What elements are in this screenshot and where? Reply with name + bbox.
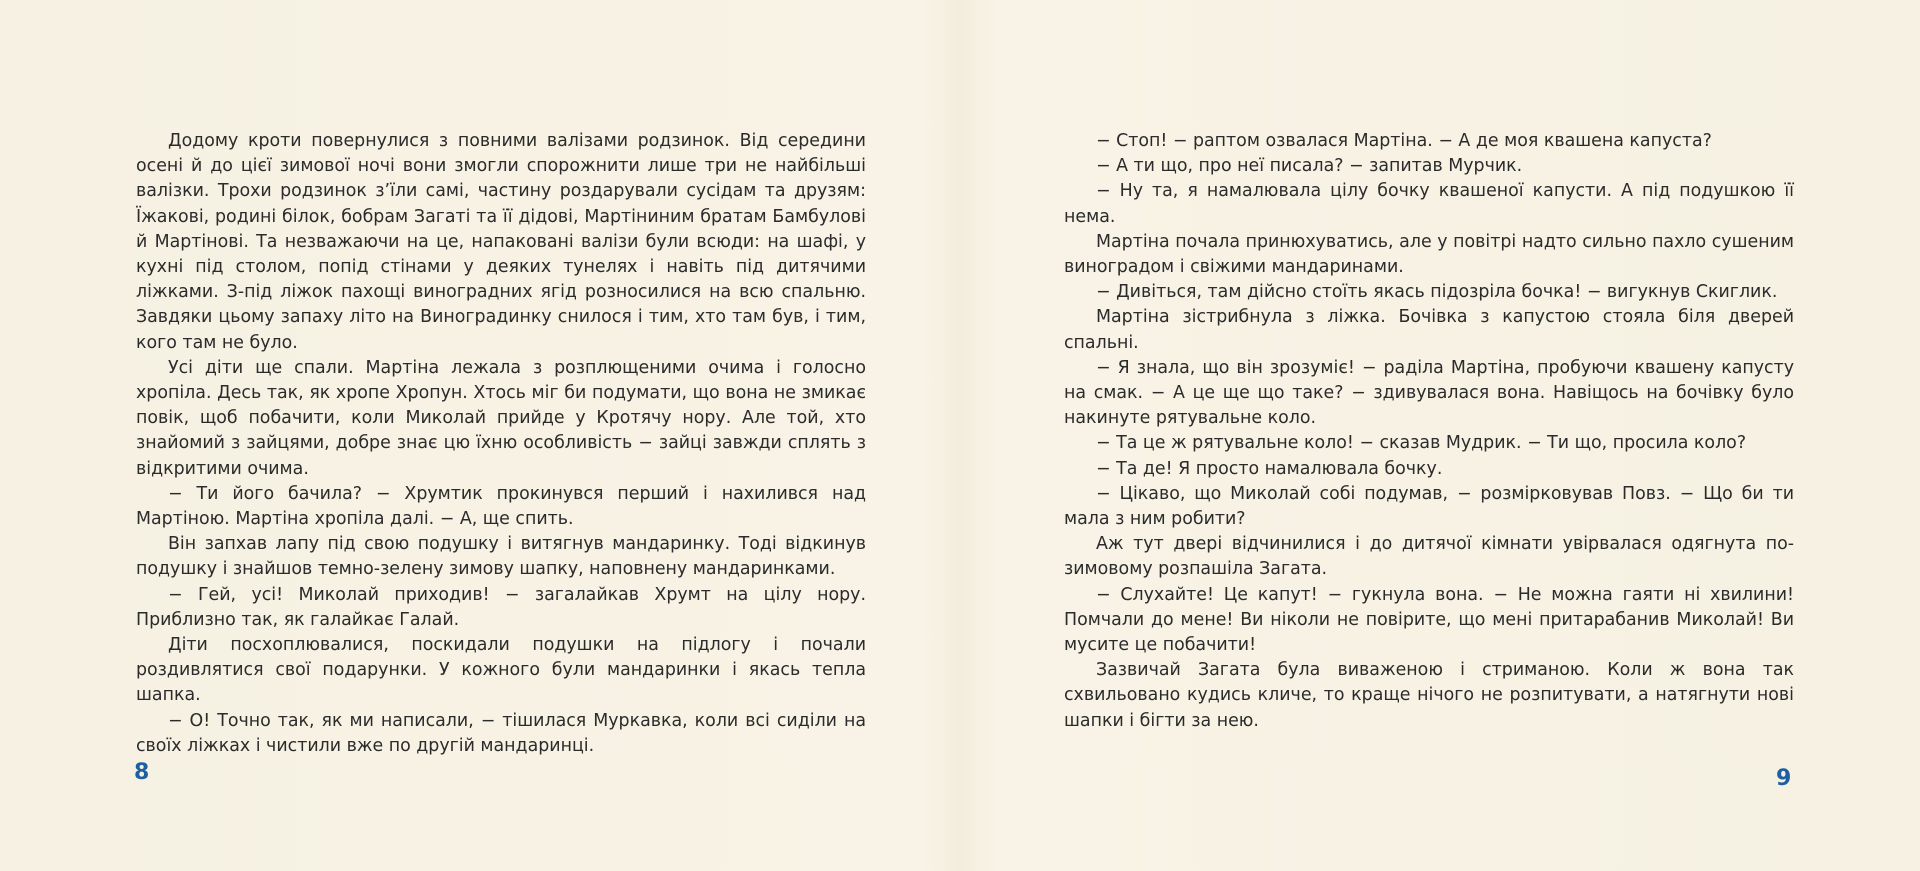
paragraph: − Цікаво, що Миколай собі подумав, − розмірковував Повз. − Що би ти мала з ним робити? xyxy=(1064,483,1794,530)
paragraph: − Та це ж рятувальне коло! − сказав Мудрик. − Ти що, просила коло? xyxy=(1096,433,1747,454)
paragraph: − Дивіться, там дійсно стоїть якась підозріла бочка! − вигукнув Скиглик. xyxy=(1096,282,1778,303)
paragraph: Мартіна почала принюхуватись, але у повітрі надто сильно пахло сушеним виноградом і свіжими мандаринами. xyxy=(1064,231,1794,278)
paragraph: Аж тут двері відчинилися і до дитячої кімнати увірвалася одягнута по-зимовому розпашіла Загата. xyxy=(1064,534,1794,580)
paragraph: − Ну та, я намалювала цілу бочку квашеної капусти. А під подушкою її нема. xyxy=(1064,181,1794,227)
paragraph: − Гей, усі! Миколай приходив! − загалайкав Хрумт на цілу нору. Приблизно так, як галайкає Галай. xyxy=(136,584,866,630)
page-number-left: 8 xyxy=(134,760,150,785)
paragraph: − Слухайте! Це капут! − гукнула вона. − Не можна гаяти ні хвилини! Помчали до мене! Ви ніколи не повірите, що мені притарабанив Миколай! Ви мусите це побачити! xyxy=(1064,584,1794,656)
page-number-right: 9 xyxy=(1776,766,1792,791)
paragraph: Діти посхоплювалися, поскидали подушки на підлогу і почали роздивлятися свої подарунки. У кожного були мандаринки і якась тепла шапка. xyxy=(136,635,866,706)
paragraph: Він запхав лапу під свою подушку і витягнув мандаринку. Тоді відкинув подушку і знайшов темно-зелену зимову шапку, наповнену мандаринками. xyxy=(136,534,866,580)
left-page-text xyxy=(136,129,866,759)
paragraph: − Ти його бачила? − Хрумтик прокинувся перший і нахилився над Мартіною. Мартіна хропіла далі. − А, ще спить. xyxy=(136,483,866,530)
paragraph: Мартіна зістрибнула з ліжка. Бочівка з капустою стояла біля дверей спальні. xyxy=(1064,307,1794,353)
paragraph: − Та де! Я просто намалювала бочку. xyxy=(1096,458,1443,479)
paragraph: − Я знала, що він зрозуміє! − раділа Мартіна, пробуючи квашену капусту на смак. − А це ще що таке? − здивувалася вона. Навіщось на бочівку було накинуте рятувальне коло. xyxy=(1064,357,1794,429)
paragraph: Зазвичай Загата була виваженою і стриманою. Коли ж вона так схвильовано кудись кличе, то краще нічого не розпитувати, а натягнути нові шапки і бігти за нею. xyxy=(1064,660,1794,731)
paragraph: − О! Точно так, як ми написали, − тішилася Муркавка, коли всі сиділи на своїх ліжках і чистили вже по другій мандаринці. xyxy=(136,710,866,756)
paragraph: − А ти що, про неї писала? − запитав Мурчик. xyxy=(1096,156,1523,177)
paragraph: Усі діти ще спали. Мартіна лежала з розплющеними очима і голосно хропіла. Десь так, як хропе Хропун. Хтось міг би подумати, що вона не змикає повік, щоб побачити, коли Миколай прийде у Кротячу нору. Але той, хто знайомий з зайцями, добре знає цю їхню особливість − зайці завжди сплять з відкритими очима. xyxy=(136,357,866,479)
right-page-text xyxy=(1064,129,1794,734)
paragraph: Додому кроти повернулися з повними валізами родзинок. Від середини осені й до цієї зимової ночі вони змогли спорожнити лише три не найбільші валізки. Трохи родзинок з’їли самі, частину роздарували сусідам та друзям: Їжакові, родині білок, бобрам Загаті та її дідові, Мартіниним братам Бамбулові й Мартінові. Та незважаючи на це, напаковані валізи були всюди: на шафі, у кухні під столом, попід стінами у деяких тунелях і навіть під дитячими ліжками. З-під ліжок пахощі виноградних ягід розносилися на всю спальню. Завдяки цьому запаху літо на Виноградинку снилося і тим, хто там був, і тим, кого там не було. xyxy=(136,131,866,353)
paragraph: − Стоп! − раптом озвалася Мартіна. − А де моя квашена капуста? xyxy=(1096,131,1712,151)
